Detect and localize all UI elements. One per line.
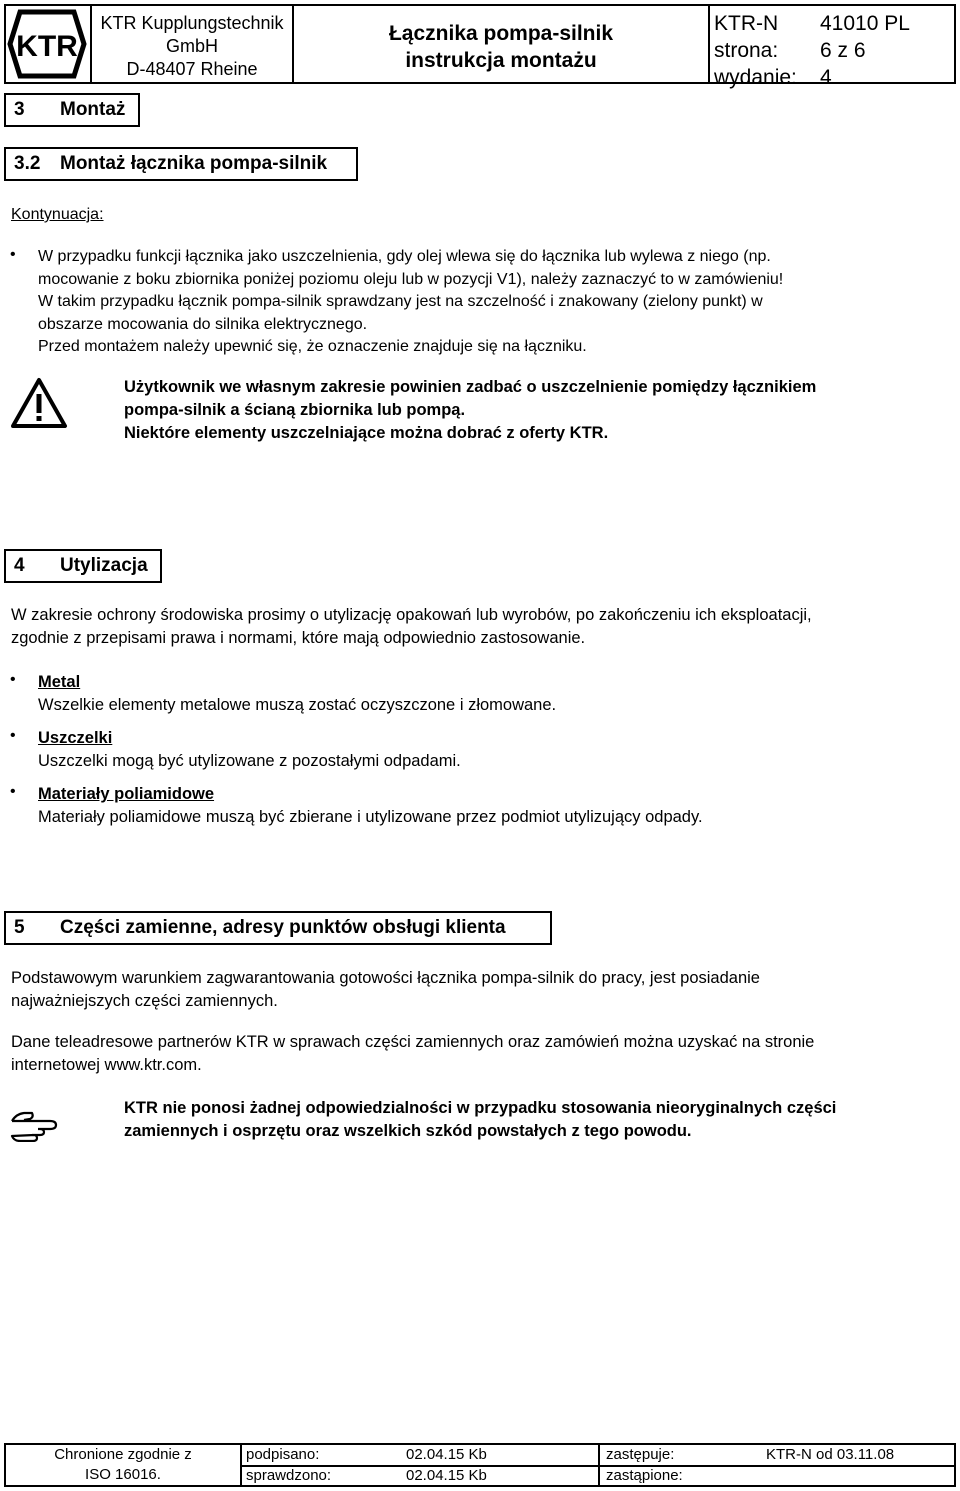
protection-notice xyxy=(6,1445,242,1485)
company-name: KTR Kupplungstechnik xyxy=(100,13,284,33)
page-value: 6 z 6 xyxy=(820,39,866,62)
protection-notice-line: ISO 16016. xyxy=(85,1466,161,1483)
footer-divider xyxy=(598,1445,600,1485)
sealing-note-line: Przed montażem należy upewnić się, że oznaczenie znajduje się na łączniku. xyxy=(38,338,587,355)
warning-text xyxy=(124,376,944,445)
section-3-2-title: Montaż łącznika pompa-silnik xyxy=(60,153,328,174)
document-header xyxy=(4,4,956,89)
signed-label: podpisano: xyxy=(246,1446,320,1463)
bullet-dot: • xyxy=(10,671,16,688)
disposal-intro-line: W zakresie ochrony środowiska prosimy o utylizację opakowań lub wyrobów, po zakończeniu ich eksploatacji, xyxy=(11,606,812,624)
ktr-logo-icon xyxy=(6,6,88,82)
protection-notice-line: Chronione zgodnie z xyxy=(54,1446,192,1463)
document-footer xyxy=(4,1443,956,1487)
document-title-line-2: instrukcja montażu xyxy=(405,49,597,72)
disposal-item-polyamide xyxy=(38,783,938,828)
disposal-item-title: Materiały poliamidowe xyxy=(38,785,215,803)
disposal-item-metal xyxy=(38,671,938,716)
checked-label: sprawdzono: xyxy=(246,1467,332,1484)
warning-icon xyxy=(10,376,68,435)
footer-divider xyxy=(240,1465,954,1467)
section-5-title: Części zamienne, adresy punktów obsługi klienta xyxy=(60,917,506,938)
contact-line: Dane teleadresowe partnerów KTR w sprawach części zamiennych oraz zamówień można uzyskać na stronie xyxy=(11,1033,815,1051)
spare-parts-line: Podstawowym warunkiem zagwarantowania gotowości łącznika pompa-silnik do pracy, jest posiadanie xyxy=(11,969,760,987)
pointing-hand-icon xyxy=(10,1108,60,1147)
page-label: strona: xyxy=(714,39,779,62)
contact-paragraph xyxy=(11,1031,951,1076)
section-5-number: 5 xyxy=(14,917,25,938)
contact-line: internetowej www.ktr.com. xyxy=(11,1055,202,1074)
replaces-value: KTR-N od 03.11.08 xyxy=(766,1446,895,1463)
sealing-note-line: W takim przypadku łącznik pompa-silnik sprawdzany jest na szczelność i znakowany (zielony punkt) w xyxy=(38,293,763,310)
svg-text:KTR: KTR xyxy=(16,30,78,63)
section-3-header xyxy=(4,93,140,127)
company-address: D-48407 Rheine xyxy=(126,59,258,79)
disposal-item-text: Uszczelki mogą być utylizowane z pozostałymi odpadami. xyxy=(38,751,461,770)
ktr-logo xyxy=(6,6,92,82)
disposal-item-title: Uszczelki xyxy=(38,729,113,747)
section-4-title: Utylizacja xyxy=(60,555,148,576)
bullet-dot: • xyxy=(10,727,16,744)
section-4-header xyxy=(4,549,162,583)
edition-label: wydanie: xyxy=(714,66,797,89)
section-3-2-number: 3.2 xyxy=(14,153,41,174)
sealing-note-line: obszarze mocowania do silnika elektrycznego. xyxy=(38,315,368,333)
section-3-2-header xyxy=(4,147,358,181)
disposal-item-text: Materiały poliamidowe muszą być zbierane i utylizowane przez podmiot utylizujący odpady. xyxy=(38,807,703,826)
spare-parts-paragraph xyxy=(11,967,951,1012)
section-5-header xyxy=(4,911,552,945)
document-title xyxy=(294,6,710,82)
company-form: GmbH xyxy=(165,36,218,56)
edition-value: 4 xyxy=(820,66,832,89)
sealing-note-line: mocowanie z boku zbiornika poniżej poziomu oleju lub w pozycji V1), należy zaznaczyć to w zamówieniu! xyxy=(38,270,784,288)
doc-number: 41010 PL xyxy=(820,12,910,35)
warning-line: Użytkownik we własnym zakresie powinien zadbać o uszczelnienie pomiędzy łącznikiem xyxy=(124,378,817,396)
replaces-label: zastępuje: xyxy=(606,1446,675,1463)
section-3-title: Montaż xyxy=(60,99,126,120)
liability-line: KTR nie ponosi żadnej odpowiedzialności w przypadku stosowania nieoryginalnych części xyxy=(124,1099,837,1117)
liability-line: zamiennych i osprzętu oraz wszelkich szkód powstałych z tego powodu. xyxy=(124,1122,692,1140)
disposal-item-title: Metal xyxy=(38,673,81,691)
warning-line: pompa-silnik a ścianą zbiornika lub pompą. xyxy=(124,401,466,419)
spare-parts-line: najważniejszych części zamiennych. xyxy=(11,991,278,1010)
sealing-note xyxy=(38,246,938,359)
disposal-item-text: Wszelkie elementy metalowe muszą zostać oczyszczone i złomowane. xyxy=(38,695,557,714)
warning-line: Niektóre elementy uszczelniające można dobrać z oferty KTR. xyxy=(124,424,609,442)
checked-value: 02.04.15 Kb xyxy=(406,1467,487,1484)
doc-label: KTR-N xyxy=(714,12,779,35)
signed-value: 02.04.15 Kb xyxy=(406,1446,487,1463)
bullet-dot: • xyxy=(10,246,16,263)
continuation-label: Kontynuacja: xyxy=(11,206,104,223)
disposal-intro-line: zgodnie z przepisami prawa i normami, które mają odpowiednio zastosowanie. xyxy=(11,628,586,647)
section-4-number: 4 xyxy=(14,555,25,576)
bullet-dot: • xyxy=(10,783,16,800)
liability-note xyxy=(124,1097,944,1143)
document-meta xyxy=(710,6,954,89)
disposal-intro xyxy=(11,604,951,649)
disposal-item-seals xyxy=(38,727,938,772)
sealing-note-line: W przypadku funkcji łącznika jako uszczelnienia, gdy olej wlewa się do łącznika lub wylewa z niego (np. xyxy=(38,248,771,265)
replaced-by-label: zastąpione: xyxy=(606,1467,683,1484)
section-3-number: 3 xyxy=(14,99,25,120)
company-info xyxy=(92,6,294,82)
document-title-line-1: Łącznika pompa-silnik xyxy=(388,22,614,45)
